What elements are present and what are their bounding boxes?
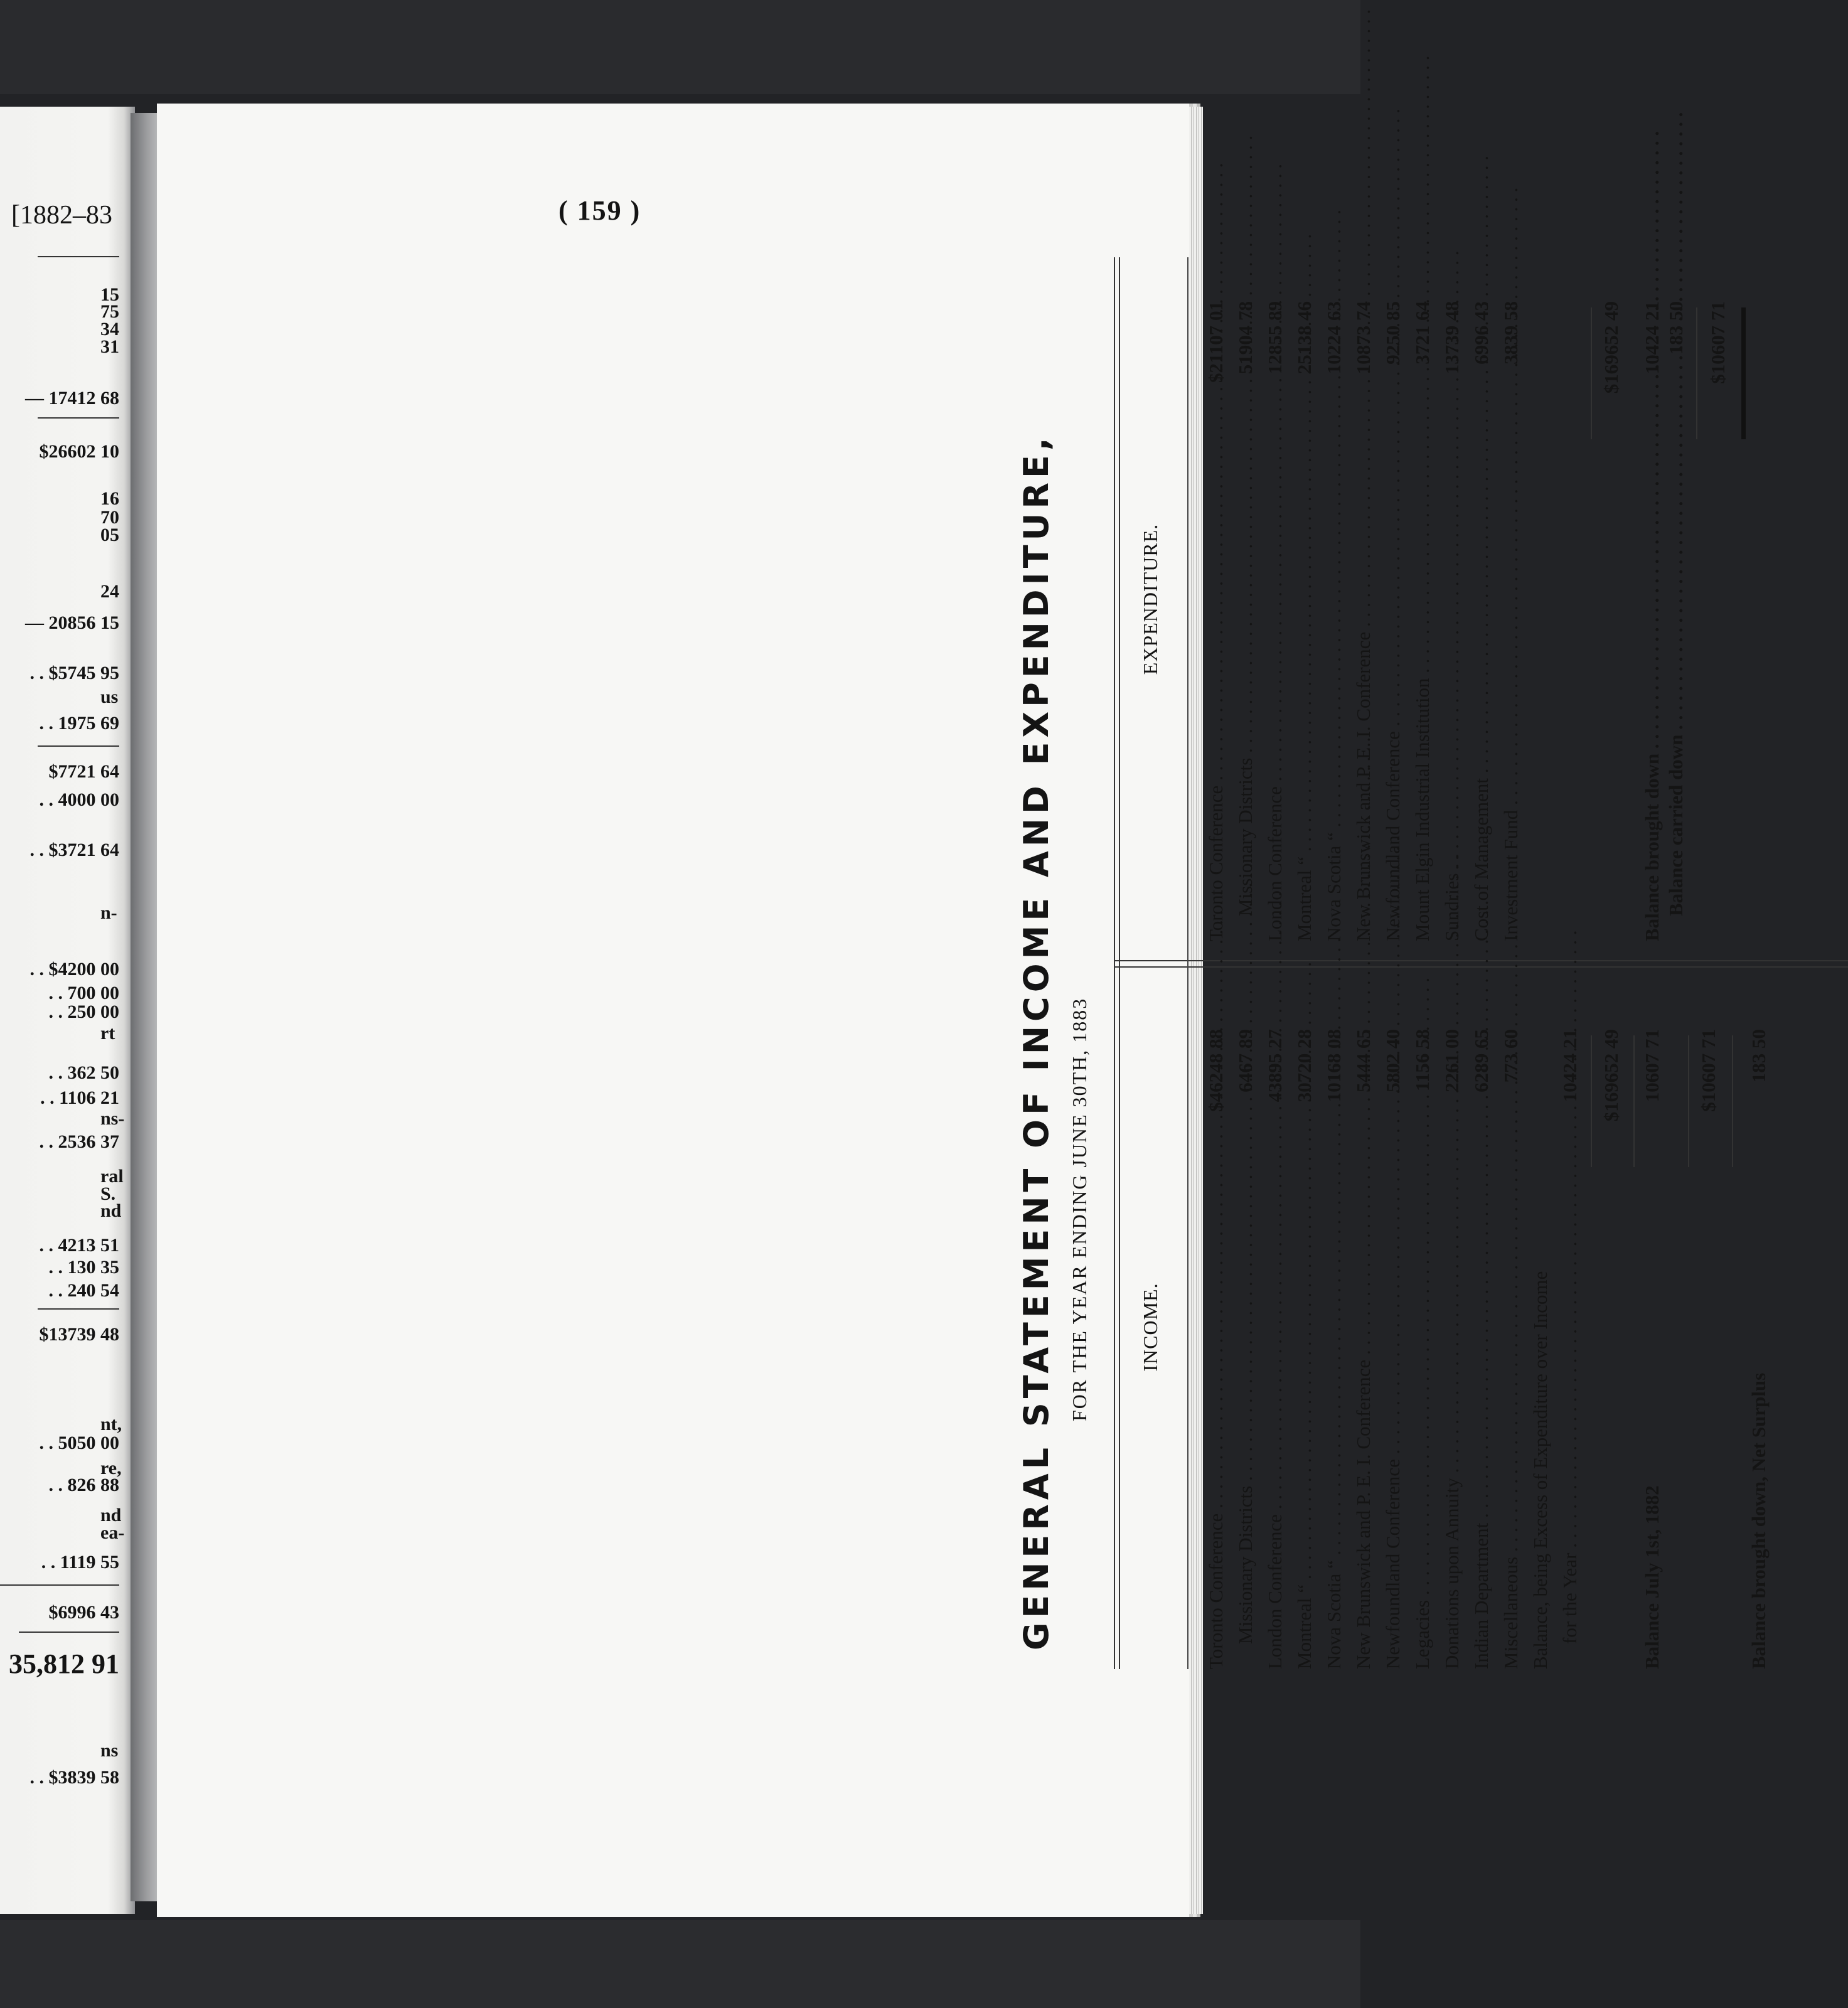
statement-row	[1205, 985, 1234, 1669]
left-page-fragment-text: . . $4200 00	[29, 959, 119, 980]
statement-row	[1600, 257, 1629, 941]
left-page-fragment-text: ral	[100, 1166, 124, 1187]
row-amount: 10607 71	[1641, 1029, 1663, 1103]
statement-row	[1264, 985, 1293, 1669]
row-label: Toronto Conference . . .	[1205, 464, 1227, 941]
left-page-fragment-text: 75	[100, 301, 119, 322]
left-page-fragment-text: 15	[100, 284, 119, 305]
left-page-fragment-text: . . 1106 21	[40, 1087, 119, 1108]
row-label: Balance brought down, Net Surplus	[1748, 1372, 1770, 1669]
left-page-fragment-text: 05	[100, 525, 119, 545]
left-page-fragment-text: . . 4213 51	[39, 1235, 119, 1256]
row-label: Toronto Conference . . .	[1205, 1192, 1227, 1669]
statement-row	[1352, 257, 1381, 941]
row-amount: 10168 08	[1323, 1029, 1345, 1103]
row-label: Sundries . . .	[1441, 464, 1463, 941]
left-page-fragment-text: — 20856 15	[25, 612, 119, 633]
statement-row	[1293, 257, 1322, 941]
left-page-rule	[38, 256, 119, 257]
left-page-fragment-text: S.	[100, 1183, 116, 1204]
row-amount: $169652 49	[1600, 1029, 1622, 1122]
page-number: ( 159 )	[558, 195, 641, 226]
row-amount: 183 50	[1748, 1029, 1770, 1083]
left-page-fragment-text: 24	[100, 581, 119, 602]
row-label: Montreal “ . . .	[1293, 1192, 1316, 1669]
row-amount: $169652 49	[1600, 301, 1622, 394]
income-expenditure-statement	[1017, 257, 1845, 1669]
left-page-fragment-text: $6996 43	[48, 1602, 119, 1623]
left-page-header: [1882–83	[11, 201, 112, 230]
statement-subtitle: FOR THE YEAR ENDING JUNE 30TH, 1883	[1068, 997, 1091, 1421]
row-label: Investment Fund . . .	[1500, 464, 1522, 941]
expenditure-panel	[1114, 257, 1810, 941]
sum-rule	[1732, 1035, 1733, 1167]
row-label: New Brunswick and P. E. I. Conference . . .	[1352, 1192, 1375, 1669]
income-heading: INCOME.	[1139, 1283, 1162, 1372]
left-page-fragment-text: . . $3721 64	[29, 840, 119, 860]
row-amount: 3839 58	[1500, 301, 1522, 365]
row-label: London Conference . . .	[1264, 464, 1286, 941]
row-label: London Conference . . .	[1264, 1192, 1286, 1669]
row-amount: 5802 40	[1382, 1029, 1404, 1092]
left-page-fragment-text: re,	[100, 1458, 122, 1478]
expenditure-heading: EXPENDITURE.	[1139, 523, 1162, 675]
row-amount: 2261 00	[1441, 1029, 1463, 1092]
statement-row	[1234, 257, 1263, 941]
statement-row	[1470, 985, 1499, 1669]
statement-row	[1641, 985, 1670, 1669]
left-page-fragment-text: ns	[100, 1740, 119, 1761]
row-label: Nova Scotia “ . . .	[1323, 464, 1345, 941]
row-amount: 9250 85	[1382, 301, 1404, 365]
row-amount: 51904 78	[1234, 301, 1256, 375]
row-label: Donations upon Annuity . . .	[1441, 1192, 1463, 1669]
row-amount: 5444 65	[1352, 1029, 1374, 1092]
row-amount: $10607 71	[1697, 1029, 1719, 1112]
row-label: Miscellaneous . . .	[1500, 1192, 1522, 1669]
row-label: New Brunswick and P. E. I. Conference . . .	[1352, 464, 1375, 941]
row-label: for the Year . . .	[1559, 1192, 1581, 1644]
left-page-fragment-text: $13739 48	[39, 1324, 119, 1345]
statement-row	[1264, 257, 1293, 941]
row-amount: 10873 74	[1352, 301, 1374, 375]
row-amount: 6467 89	[1234, 1029, 1256, 1092]
left-page-sum-rule	[38, 745, 119, 747]
statement-row	[1748, 985, 1776, 1669]
left-page-sum-rule	[38, 417, 119, 419]
scan-background-bottom	[0, 1920, 1360, 2008]
left-page-fragment-text: nt,	[100, 1414, 122, 1434]
statement-row	[1665, 257, 1694, 941]
left-page-fragment-text: us	[100, 686, 119, 707]
row-amount: 30720 28	[1293, 1029, 1315, 1103]
statement-row	[1500, 257, 1529, 941]
row-label: Indian Department . . .	[1470, 1192, 1493, 1669]
total-double-rule	[1741, 307, 1746, 439]
statement-row	[1382, 257, 1411, 941]
statement-row	[1707, 257, 1736, 941]
row-label: Balance brought down . . .	[1641, 464, 1664, 941]
row-amount: 12855 89	[1264, 301, 1286, 375]
statement-row	[1205, 257, 1234, 941]
sum-rule	[1696, 307, 1697, 439]
left-page-fragment-text: ns-	[100, 1108, 125, 1129]
left-page-fragment-text: 16	[100, 488, 119, 509]
statement-row	[1470, 257, 1499, 941]
row-label: Missionary Districts . . .	[1234, 464, 1257, 916]
left-page-fragment-text: nd	[100, 1505, 122, 1525]
statement-row	[1352, 985, 1381, 1669]
statement-row	[1500, 985, 1529, 1669]
row-amount: 25138 46	[1293, 301, 1315, 375]
left-page-fragment-text: . . 700 00	[48, 983, 119, 1003]
left-page-sum-rule	[0, 1584, 119, 1586]
sum-rule	[1591, 1035, 1592, 1167]
row-amount: 10424 21	[1559, 1029, 1581, 1103]
row-label: Balance, being Excess of Expenditure over Income	[1529, 1271, 1551, 1669]
row-label: Newfoundland Conference . . .	[1382, 464, 1404, 941]
statement-row	[1323, 985, 1352, 1669]
row-amount: 6289 65	[1470, 1029, 1492, 1092]
left-page-sum-rule	[38, 1308, 119, 1310]
row-amount: 10224 63	[1323, 301, 1345, 375]
statement-row	[1600, 985, 1629, 1669]
statement-row	[1441, 985, 1470, 1669]
left-page-fragment-text: . . 826 88	[48, 1475, 119, 1495]
row-amount: 6996 43	[1470, 301, 1492, 365]
left-page-fragment-text: . . 4000 00	[39, 789, 119, 810]
row-label: Balance carried down . . .	[1665, 464, 1687, 916]
row-label: Missionary Districts . . .	[1234, 1192, 1257, 1644]
statement-title: GENERAL STATEMENT OF INCOME AND EXPENDITURE,	[1017, 433, 1056, 1650]
left-page-fragment-text: 34	[100, 319, 119, 339]
statement-row	[1529, 985, 1558, 1669]
left-page-fragment-text: . . $3839 58	[29, 1767, 119, 1788]
row-amount: 1156 58	[1411, 1029, 1433, 1092]
statement-row	[1411, 257, 1440, 941]
statement-row	[1697, 985, 1726, 1669]
statement-row	[1411, 985, 1440, 1669]
left-page-fragment-text: — 17412 68	[25, 388, 119, 409]
row-label: Nova Scotia “ . . .	[1323, 1192, 1345, 1669]
income-panel	[1114, 985, 1810, 1669]
left-page-fragment-text: . . 5050 00	[39, 1433, 119, 1453]
left-page-fragment-text: . . 130 35	[48, 1257, 119, 1278]
statement-row	[1441, 257, 1470, 941]
sum-rule	[1688, 1035, 1689, 1167]
left-page-fragment-text: 35,812 91	[9, 1648, 119, 1679]
row-label: Newfoundland Conference . . .	[1382, 1192, 1404, 1669]
row-amount: $46248 88	[1205, 1029, 1227, 1112]
left-page-fragment-text: ea-	[100, 1522, 125, 1543]
statement-row	[1323, 257, 1352, 941]
row-amount: $10607 71	[1707, 301, 1729, 384]
left-page-fragment-text: n-	[100, 902, 117, 923]
row-label: Balance July 1st, 1882	[1641, 1485, 1663, 1669]
statement-row	[1559, 985, 1588, 1669]
row-amount: 13739 48	[1441, 301, 1463, 375]
left-page-fragment-text: . . 240 54	[48, 1280, 119, 1301]
left-page-fragment-text: . . 362 50	[48, 1062, 119, 1083]
row-amount: 10424 21	[1641, 301, 1663, 375]
row-amount: 183 50	[1665, 301, 1687, 355]
scan-background-top	[0, 0, 1360, 94]
statement-row	[1293, 985, 1322, 1669]
left-page-fragment-text: 70	[100, 507, 119, 528]
left-page-sum-rule	[19, 1631, 119, 1633]
left-page-fragment-text: . . 250 00	[48, 1001, 119, 1022]
left-page-fragment-text: . . 1975 69	[39, 713, 119, 734]
statement-row	[1382, 985, 1411, 1669]
statement-row	[1234, 985, 1263, 1669]
row-label: Legacies . . .	[1411, 1192, 1434, 1669]
left-page-fragment-text: 31	[100, 336, 119, 357]
row-label: Montreal “ . . .	[1293, 464, 1316, 941]
left-page-fragment-text: nd	[100, 1200, 122, 1221]
left-page-fragment-text: $26602 10	[39, 441, 119, 462]
row-amount: 43895 27	[1264, 1029, 1286, 1103]
left-page-fragment-text: . . 1119 55	[41, 1552, 119, 1573]
left-page-fragment-text: rt	[100, 1023, 115, 1044]
left-page-fragment-text: $7721 64	[48, 761, 119, 782]
row-label: Cost of Management . . .	[1470, 464, 1493, 941]
row-label: Mount Elgin Industrial Institution . . .	[1411, 464, 1434, 941]
sum-rule	[1633, 1035, 1635, 1167]
sum-rule	[1591, 307, 1592, 439]
row-amount: 3721 64	[1411, 301, 1433, 365]
left-page-fragment-text: . . $5745 95	[29, 663, 119, 683]
row-amount: $21107 01	[1205, 301, 1227, 383]
row-amount: 773 60	[1500, 1029, 1522, 1083]
left-page-fragment-text: . . 2536 37	[39, 1131, 119, 1152]
